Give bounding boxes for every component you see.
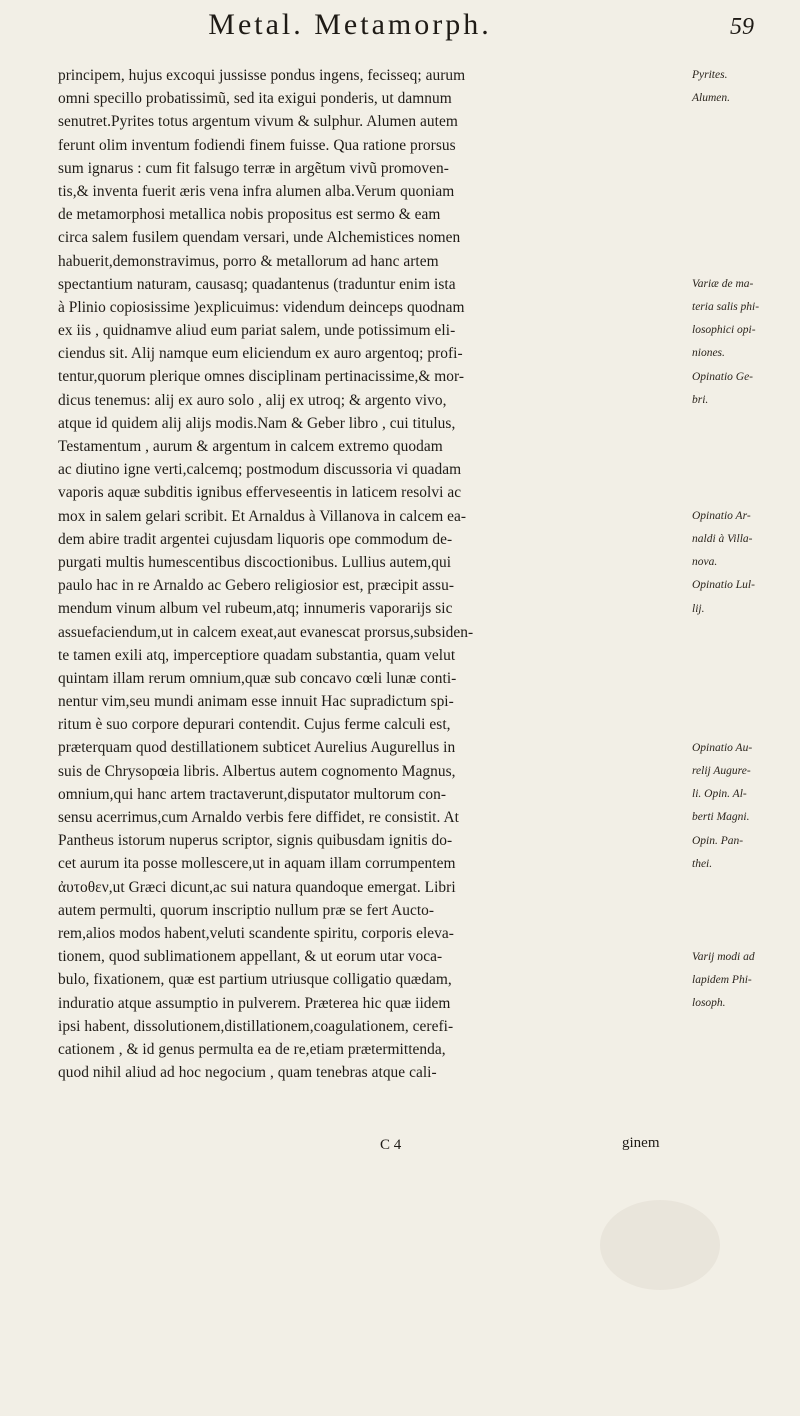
marginal-note: bri. (692, 393, 709, 406)
marginal-note: thei. (692, 857, 713, 870)
text-line: tis,& inventa fuerit æris vena infra alumen alba.Verum quoniam (58, 182, 455, 200)
text-line: spectantium naturam, causasq; quadantenus (traduntur enim ista (58, 275, 456, 293)
marginal-note: Opinatio Ge- (692, 370, 754, 383)
text-line: sum ignarus : cum fit falsugo terræ in argẽtum vivũ promoven- (58, 159, 449, 177)
text-line: cet aurum ita posse mollescere,ut in aquam illam corrumpentem (58, 855, 456, 873)
body-text (58, 64, 738, 1084)
text-line: Pantheus istorum nuperus scriptor, signis quibusdam ignitis do- (58, 832, 453, 850)
text-line: dicus tenemus: alij ex auro solo , alij ex utroq; & argento vivo, (58, 391, 447, 409)
signature-mark: C 4 (380, 1137, 402, 1153)
text-line: rem,alios modos habent,veluti scandente spiritu, corporis eleva- (58, 924, 454, 942)
text-line: Testamentum , aurum & argentum in calcem extremo quodam (58, 438, 443, 455)
text-line: tentur,quorum plerique omnes disciplinam pertinacissime,& mor- (58, 368, 465, 386)
text-line: mendum vinum album vel rubeum,atq; innumeris vaporarijs sic (58, 600, 453, 618)
marginal-note: Opinatio Lul- (692, 579, 755, 592)
text-line: induratio atque assumptio in pulverem. Præterea hic quæ iidem (58, 994, 451, 1012)
text-line: ipsi habent, dissolutionem,distillationem,coagulationem, cerefi- (58, 1017, 454, 1035)
marginal-note: Opinatio Ar- (692, 509, 751, 522)
marginal-note: relij Augure- (692, 765, 751, 777)
marginal-note: Alumen. (692, 92, 731, 105)
text-line: habuerit,demonstravimus, porro & metallorum ad hanc artem (58, 252, 439, 270)
text-line: præterquam quod destillationem subticet Aurelius Augurellus in (58, 739, 456, 757)
paper-stain (600, 1200, 720, 1290)
marginal-note: Opinatio Au- (692, 741, 753, 754)
text-line: tionem, quod sublimationem appellant, & ut eorum utar voca- (58, 948, 443, 966)
text-line: dem abire tradit argentei cujusdam liquoris ope commodum de- (58, 530, 453, 548)
text-line: vaporis aquæ subditis ignibus efferveseentis in laticem resolvi ac (58, 484, 462, 502)
text-line: à Plinio copiosissime )explicuimus: videndum deinceps quodnam (58, 298, 465, 316)
text-line: sensu acerrimus,cum Arnaldo verbis fere diffidet, re consistit. At (58, 809, 459, 826)
text-line: ferunt olim inventum fodiendi finem fuisse. Qua ratione prorsus (58, 136, 456, 154)
marginal-note: Variæ de ma- (692, 277, 754, 290)
text-line: bulo, fixationem, quæ est partium utriusque colligatio quædam, (58, 971, 452, 989)
text-line: cationem , & id genus permulta ea de re,etiam prætermittenda, (58, 1040, 446, 1058)
text-line: omnium,qui hanc artem tractaverunt,disputator multorum con- (58, 785, 447, 803)
marginal-note: naldi à Villa- (692, 533, 753, 545)
marginal-note: Opin. Pan- (692, 834, 744, 847)
running-head: Metal. Metamorph. (208, 8, 492, 41)
marginal-note: Pyrites. (692, 69, 728, 81)
page-header (0, 8, 800, 68)
text-line: suis de Chrysopœia libris. Albertus autem cognomento Magnus, (58, 762, 456, 780)
text-line: circa salem fusilem quendam versari, unde Alchemistices nomen (58, 229, 461, 247)
text-line: te tamen exili atq, imperceptiore quadam substantia, quam velut (58, 646, 456, 664)
text-line: nentur vim,seu mundi animam esse innuit Hac supradictum spi- (58, 693, 454, 711)
text-line: mox in salem gelari scribit. Et Arnaldus à Villanova in calcem ea- (58, 507, 467, 525)
text-line: autem permulti, quorum inscriptio nullum præ se fert Aucto- (58, 901, 435, 919)
text-line: ritum è suo corpore depurari contendit. Cujus ferme calculi est, (58, 716, 451, 734)
marginal-note: teria salis phi- (692, 301, 760, 313)
marginal-note: li. Opin. Al- (692, 788, 747, 801)
marginal-note: Varij modi ad (692, 950, 755, 963)
text-line: quod nihil aliud ad hoc negocium , quam tenebras atque cali- (58, 1064, 437, 1082)
marginal-note: nova. (692, 556, 718, 569)
text-line: ἀυτοθεν,ut Græci dicunt,ac sui natura quandoque emergat. Libri (58, 878, 456, 896)
text-line: ciendus sit. Alij namque eum eliciendum ex auro argentoq; profi- (58, 345, 463, 363)
text-line: quintam illam rerum omnium,quæ sub concavo cœli lunæ conti- (58, 669, 457, 687)
text-line: ex iis , quidnamve aliud eum pariat salem, unde potissimum eli- (58, 322, 456, 340)
marginal-note: lij. (692, 602, 705, 615)
marginal-note: losophici opi- (692, 324, 756, 337)
marginal-note: niones. (692, 347, 725, 360)
text-line: principem, hujus excoqui jussisse pondus ingens, fecisseq; aurum (58, 67, 466, 84)
text-line: paulo hac in re Arnaldo ac Gebero religiosior est, præcipit assu- (58, 577, 455, 595)
marginal-note: losoph. (692, 997, 726, 1009)
text-line: atque id quidem alij alijs modis.Nam & Geber libro , cui titulus, (58, 414, 456, 432)
text-line: purgati multis humescentibus discoctionibus. Lullius autem,qui (58, 553, 452, 571)
text-line: de metamorphosi metallica nobis propositus est sermo & eam (58, 206, 441, 224)
marginal-note: berti Magni. (692, 811, 750, 824)
page-number: 59 (730, 14, 754, 40)
marginal-note: lapidem Phi- (692, 973, 752, 986)
text-line: omni specillo probatissimũ, sed ita exigui ponderis, ut damnum (58, 90, 452, 108)
text-line: assuefaciendum,ut in calcem exeat,aut evanescat prorsus,subsiden- (58, 623, 474, 641)
catchword: ginem (622, 1135, 660, 1151)
text-line: ac diutino igne verti,calcemq; postmodum discussoria vi quadam (58, 461, 462, 479)
text-line: senutret.Pyrites totus argentum vivum & sulphur. Alumen autem (58, 113, 458, 131)
